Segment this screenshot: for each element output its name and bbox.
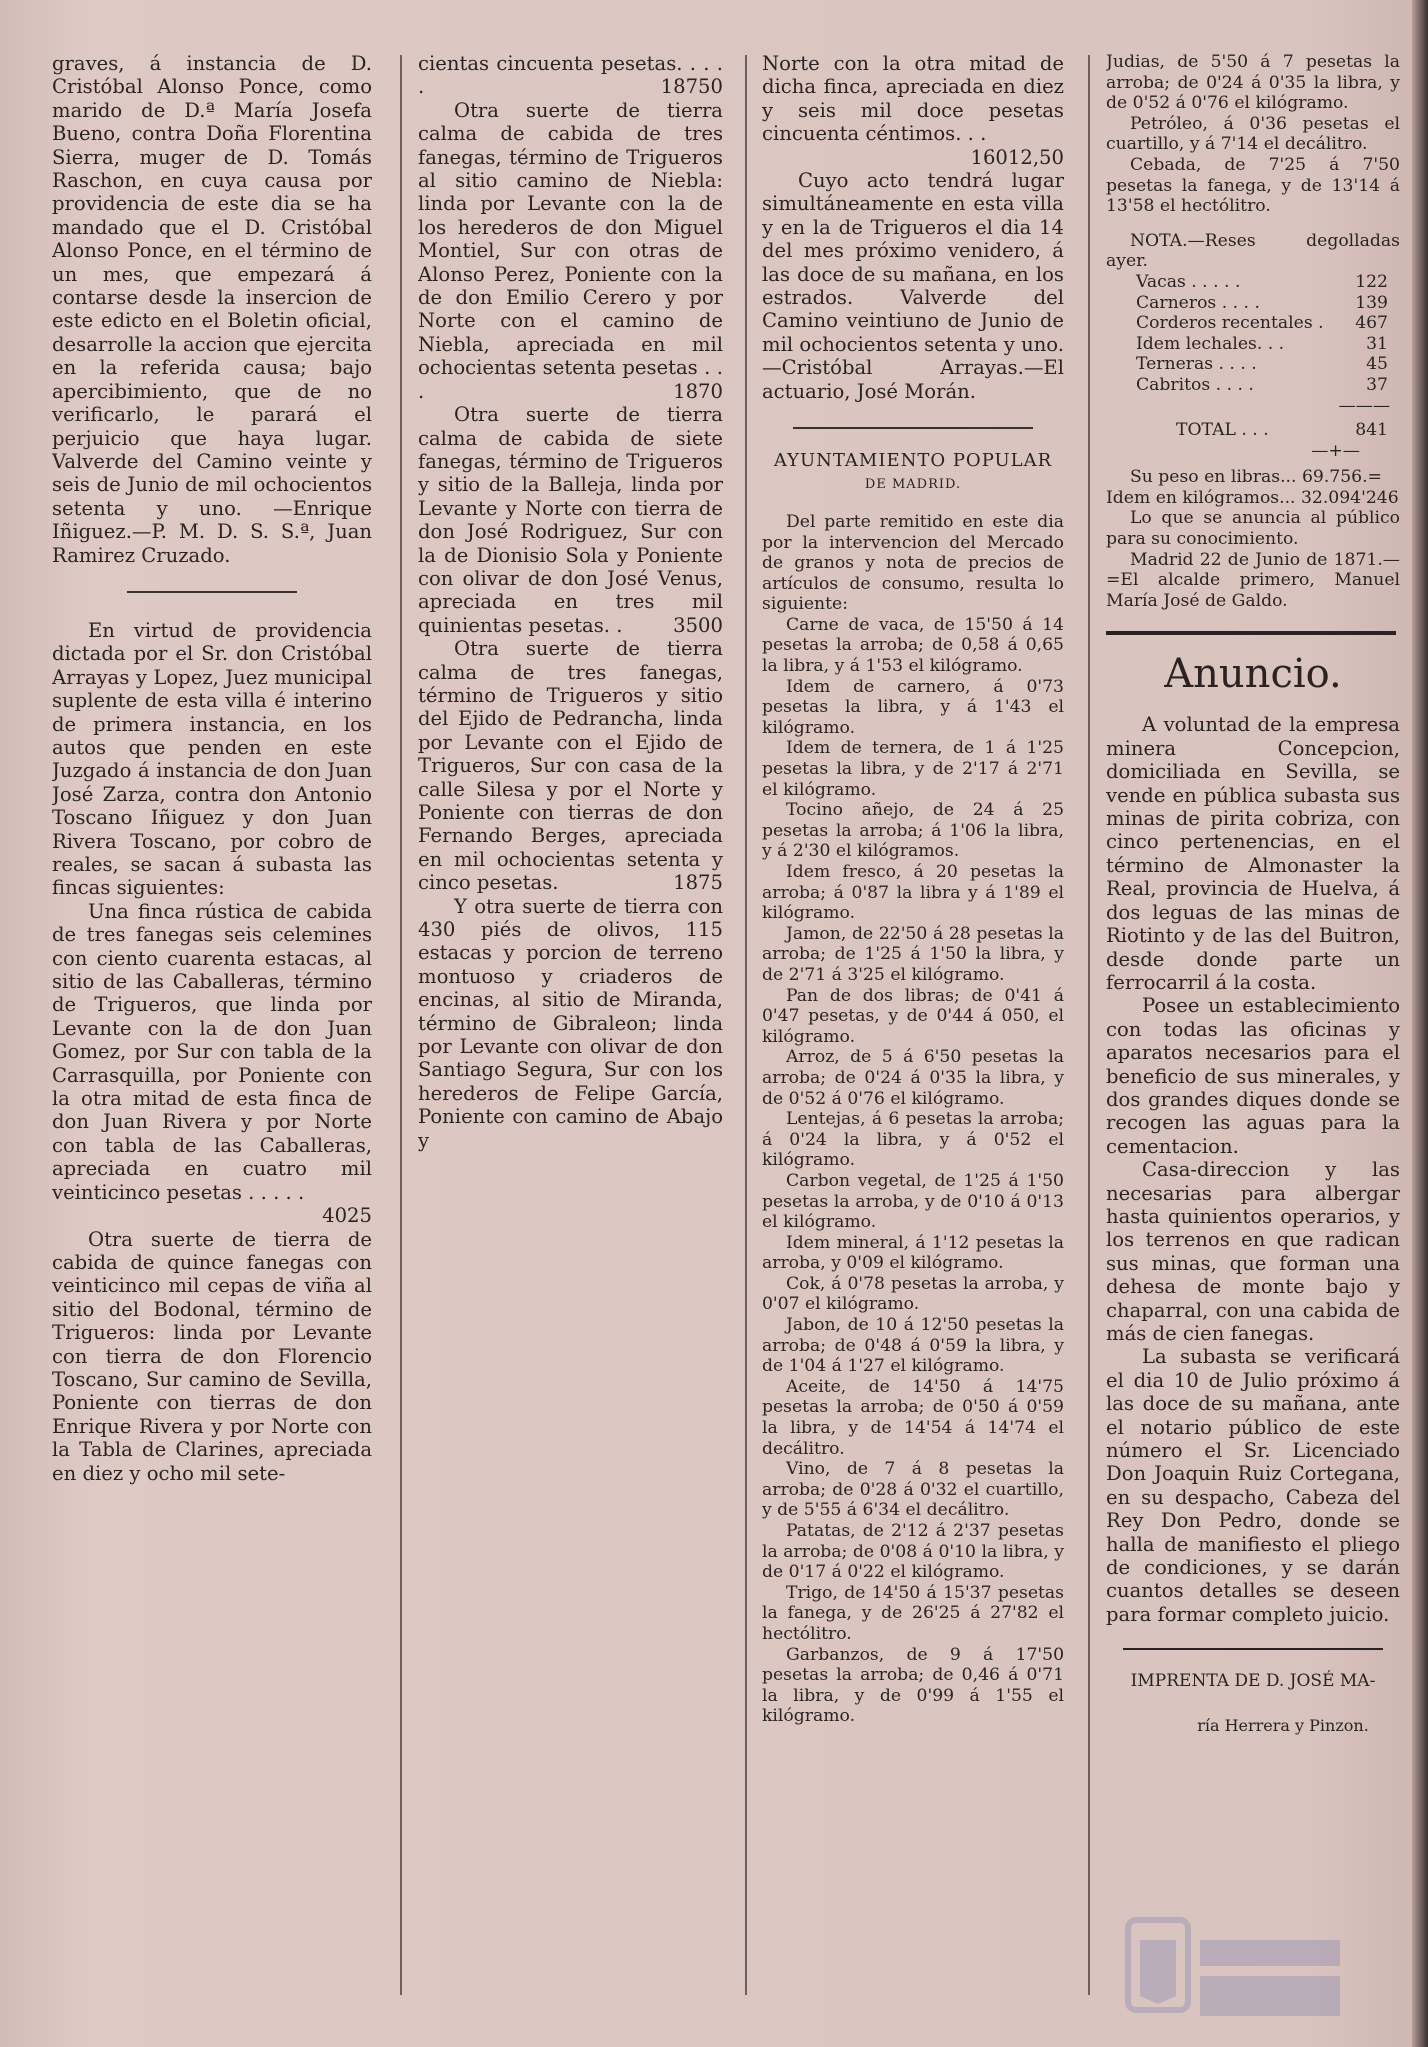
property-2-end: [418, 52, 723, 99]
price-item: Carne de vaca, de 15'50 á 14 pesetas la arroba; de 0,58 á 0,65 la libra, y á 1'53 el kilógramo.: [762, 614, 1064, 677]
section-subheading: DE MADRID.: [864, 476, 962, 492]
tally-dashes: ———: [1338, 395, 1390, 416]
property-3: [418, 99, 723, 403]
signature: Madrid 22 de Junio de 1871.—=El alcalde primero, Manuel María José de Galdo.: [1106, 549, 1400, 611]
price-item: Trigo, de 14'50 á 15'37 pesetas la fanega, y de 26'25 á 27'82 el hectólitro.: [762, 1582, 1064, 1644]
price-item: Petróleo, á 0'36 pesetas el cuartillo, y á 7'14 el decálitro.: [1106, 113, 1400, 155]
price-item: Arroz, de 5 á 6'50 pesetas la arroba; de 0'24 á 0'35 la libra, y de 0'52 á 0'76 el kilógramo.: [762, 1047, 1064, 1109]
auction-intro: En virtud de providencia dictada por el Sr. don Cristóbal Arrayas y Lopez, Juez municipal suplente de esta villa é interino de primera instancia, en los autos que penden en este Juzgado á instancia de don Juan José Zarza, contra don Antonio Toscano Iñiguez y don Juan Rivera Toscano, por cobro de reales, se sacan á subasta las fincas siguientes:: [52, 618, 372, 900]
market-prices-cont: [1106, 52, 1400, 611]
tally-row: [1136, 293, 1400, 314]
separator-thick: [1106, 631, 1396, 635]
page-edge: [1412, 0, 1428, 2047]
property-3-amount: 1870: [673, 379, 723, 403]
announcement-paragraph: Posee un establecimiento con todas las oficinas y aparatos necesarios para el beneficio de sus minerales, y dos grandes diques donde se recogen las aguas para la cementacion.: [1106, 994, 1400, 1158]
property-2-end-text: cientas cincuenta pesetas. . . . .: [418, 52, 723, 99]
price-item: Jamon, de 22'50 á 28 pesetas la arroba; de 1'25 á 1'50 la libra, y de 2'71 á 3'25 el kilógramo.: [762, 923, 1064, 985]
property-6-amount: 16012,50: [970, 145, 1064, 169]
property-3-text: Otra suerte de tierra calma de cabida de tres fanegas, término de Trigueros al sitio camino de Niebla: linda por Levante con la de los herederos de don Miguel Montiel, Sur con otras de Alonso Perez, Poniente con la de don Emilio Cerero y por Norte con el camino de Niebla, apreciada en mil ochocientas setenta pesetas . . .: [418, 98, 723, 403]
imprint-line-1: IMPRENTA DE D. JOSÉ MA-: [1130, 1671, 1376, 1692]
announcement-paragraph: A voluntad de la empresa minera Concepcion, domiciliada en Sevilla, se vende en pública subasta sus minas de pirita cobriza, con cinco pertenencias, en el término de Almonaster la Real, provincia de Huelva, á dos leguas de las minas de Riotinto y de las del Buitron, desde donde parte un ferrocarril á la costa.: [1106, 713, 1400, 994]
weight-kilos: Idem en kilógramos... 32.094'246: [1106, 487, 1399, 508]
property-5-amount: 1875: [673, 871, 723, 895]
tally-label: Corderos recentales .: [1136, 313, 1324, 334]
property-4-amount: 3500: [673, 613, 723, 637]
tally-row: [1136, 375, 1400, 396]
weight-libras: Su peso en libras... 69.756.=: [1130, 467, 1382, 488]
price-item: Idem de ternera, de 1 á 1'25 pesetas la libra, y de 2'17 á 2'71 el kilógramo.: [762, 738, 1064, 800]
property-6-end-text: Norte con la otra mitad de dicha finca, apreciada en diez y seis mil doce pesetas cincuenta céntimos. . .: [762, 52, 1064, 146]
price-item: Idem fresco, á 20 pesetas la arroba; á 0'87 la libra y á 1'89 el kilógramo.: [762, 862, 1064, 924]
imprint-line-2: ría Herrera y Pinzon.: [1197, 1715, 1369, 1735]
property-2: Otra suerte de tierra de cabida de quince fanegas con veinticinco mil cepas de viña al sitio del Bodonal, término de Trigueros: linda por Levante con tierra de don Florencio Toscano, Sur camino de Sevilla, Poniente con tierras de don Enrique Rivera y por Norte con la Tabla de Clarines, apreciada en diez y ocho mil sete-: [52, 1227, 372, 1485]
price-item: Carbon vegetal, de 1'25 á 1'50 pesetas la arroba, y de 0'10 á 0'13 el kilógramo.: [762, 1170, 1064, 1233]
tally-value: 467: [1355, 313, 1388, 334]
column-rule-3: [1088, 55, 1090, 1995]
tally-value: 45: [1366, 354, 1388, 375]
property-6-end: [762, 52, 1064, 169]
column-rule-1: [400, 55, 402, 1995]
column-4: [1106, 52, 1400, 2027]
announcement-paragraph: La subasta se verificará el dia 10 de Julio próximo á las doce de su mañana, ante el notario público de este número el Sr. Licenciado Don Joaquin Ruiz Cortegana, en su despacho, Cabeza del Rey Don Pedro, donde se halla de manifiesto el pliego de condiciones, y se darán cuantos detalles se deseen para formar completo juicio.: [1106, 1345, 1400, 1626]
tally-dashes-2: —+—: [1311, 440, 1360, 461]
nota-intro: NOTA.—Reses degolladas ayer.: [1106, 230, 1400, 272]
column-rule-2: [745, 55, 747, 1995]
tally-label: Carneros . . . .: [1136, 292, 1260, 313]
separator: [1123, 1648, 1383, 1650]
tally-row: [1136, 354, 1400, 375]
market-prices: [762, 512, 1064, 1727]
separator: [793, 427, 1033, 429]
archive-watermark-icon: [1120, 1900, 1350, 2030]
tally-row: [1136, 334, 1400, 355]
property-4: [418, 403, 723, 637]
total-value: 841: [1355, 420, 1388, 441]
price-item: Aceite, de 14'50 á 14'75 pesetas la arroba; de 0'50 á 0'59 la libra, y de 14'54 á 14'74 el decálitro.: [762, 1376, 1064, 1459]
tally-value: 139: [1355, 292, 1388, 313]
tally-label: Cabritos . . . .: [1136, 374, 1254, 395]
total-label: TOTAL . . .: [1176, 420, 1269, 441]
price-item: Judias, de 5'50 á 7 pesetas la arroba; de 0'24 á 0'35 la libra, y de 0'52 á 0'76 el kilógramo.: [1106, 52, 1400, 114]
price-item: Idem mineral, á 1'12 pesetas la arroba, y 0'09 el kilógramo.: [762, 1232, 1064, 1274]
price-item: Lentejas, á 6 pesetas la arroba; á 0'24 la libra, y á 0'52 el kilógramo.: [762, 1109, 1064, 1171]
property-1-amount: 4025: [322, 1204, 372, 1228]
price-item: Pan de dos libras; de 0'41 á 0'47 pesetas, y de 0'44 á 050, el kilógramo.: [762, 985, 1064, 1047]
tally-value: 122: [1355, 271, 1388, 292]
tally-value: 31: [1366, 333, 1388, 354]
property-4-text: Otra suerte de tierra calma de cabida de siete fanegas, término de Trigueros y sitio de la Balleja, linda por Levante y Norte con tierra de don José Rodriguez, Sur con la de Dionisio Sola y Poniente con olivar de don José Venus, apreciada en tres mil quinientas pesetas. .: [418, 403, 723, 637]
property-2-amount: 18750: [660, 75, 723, 99]
price-item: Jabon, de 10 á 12'50 pesetas la arroba; de 0'48 á 0'59 la libra, y de 1'04 á 1'27 el kilógramo.: [762, 1315, 1064, 1377]
column-2: [418, 52, 723, 2027]
slaughter-tally: [1136, 272, 1400, 416]
section-heading: AYUNTAMIENTO POPULAR: [773, 450, 1053, 472]
property-1-text: Una finca rústica de cabida de tres fanegas seis celemines con ciento cuarenta estacas, al sitio de las Caballeras, término de Trigueros, que linda por Levante con la de don Juan Gomez, por Sur con tabla de la Carrasquilla, por Poniente con la otra mitad de esta finca de don Juan Rivera y por Norte con tabla de las Caballeras, apreciada en cuatro mil veinticinco pesetas . . . . .: [52, 899, 372, 1204]
announcement-title: Anuncio.: [1164, 651, 1342, 698]
price-item: Cok, á 0'78 pesetas la arroba, y 0'07 el kilógramo.: [762, 1273, 1064, 1315]
tally-label: Terneras . . . .: [1136, 354, 1257, 375]
tally-value: 37: [1366, 374, 1388, 395]
public-notice: Lo que se anuncia al público para su conocimiento.: [1106, 508, 1400, 550]
column-1: [52, 52, 372, 2027]
price-item: Idem de carnero, á 0'73 pesetas la libra, y á 1'43 el kilógramo.: [762, 676, 1064, 738]
announcement-paragraph: Casa-direccion y las necesarias para albergar hasta quinientos operarios, y los terrenos en que radican sus minas, que forman una dehesa de monte bajo y chaparral, con una cabida de más de cien fanegas.: [1106, 1158, 1400, 1345]
property-1: [52, 899, 372, 1228]
property-6: Y otra suerte de tierra con 430 piés de olivos, 115 estacas y porcion de terreno montuoso y criaderos de encinas, al sitio de Miranda, término de Gibraleon; linda por Levante con olivar de don Santiago Segura, Sur con los herederos de Felipe García, Poniente con camino de Abajo y: [418, 894, 723, 1152]
tally-label: Idem lechales. . .: [1136, 333, 1285, 354]
auction-date: Cuyo acto tendrá lugar simultáneamente en esta villa y en la de Trigueros el dia 14 del mes próximo venidero, á las doce de su mañana, en los estrados. Valverde del Camino veintiuno de Junio de mil ochocientos setenta y uno.—Cristóbal Arrayas.—El actuario, José Morán.: [762, 169, 1064, 403]
tally-label: Vacas . . . . .: [1136, 271, 1241, 292]
tally-row: [1136, 313, 1400, 334]
price-item: Patatas, de 2'12 á 2'37 pesetas la arroba; de 0'08 á 0'10 la libra, y de 0'17 á 0'22 el kilógramo.: [762, 1521, 1064, 1583]
edict-paragraph: graves, á instancia de D. Cristóbal Alonso Ponce, como marido de D.ª María Josefa Bueno, contra Doña Florentina Sierra, muger de D. Tomás Raschon, en cuya causa por providencia de este dia se ha mandado que el D. Cristóbal Alonso Ponce, en el término de un mes, que empezará á contarse desde la insercion de este edicto en el Boletin oficial, desarrolle la accion que ejercita en la referida causa; bajo apercibimiento, que de no verificarlo, le parará el perjuicio que haya lugar. Valverde del Camino veinte y seis de Junio de mil ochocientos setenta y uno. —Enrique Iñiguez.—P. M. D. S. S.ª, Juan Ramirez Cruzado.: [52, 52, 372, 567]
price-item: Vino, de 7 á 8 pesetas la arroba; de 0'28 á 0'32 el cuartillo, y de 5'55 á 6'34 el decálitro.: [762, 1459, 1064, 1521]
property-5-text: Otra suerte de tierra calma de tres fanegas, término de Trigueros y sitio del Ejido de Pedrancha, linda por Levante con el Ejido de Trigueros, Sur con casa de la calle Silesa y por el Norte y Poniente con tierras de don Fernando Berges, apreciada en mil ochocientas setenta y cinco pesetas.: [418, 637, 723, 895]
price-item: Cebada, de 7'25 á 7'50 pesetas la fanega, y de 13'14 á 13'58 el hectólitro.: [1106, 154, 1400, 217]
tally-total: [1176, 420, 1400, 441]
separator: [127, 591, 297, 593]
price-item: Tocino añejo, de 24 á 25 pesetas la arroba; á 1'06 la libra, y á 2'30 el kilógramos.: [762, 800, 1064, 862]
property-5: [418, 637, 723, 894]
market-intro: Del parte remitido en este dia por la intervencion del Mercado de granos y nota de precios de artículos de consumo, resulta lo siguiente:: [762, 511, 1064, 615]
tally-row: [1136, 272, 1400, 293]
column-3: [762, 52, 1064, 2027]
price-item: Garbanzos, de 9 á 17'50 pesetas la arroba; de 0,46 á 0'71 la libra, y de 0'99 á 1'55 el kilógramo.: [762, 1644, 1064, 1727]
